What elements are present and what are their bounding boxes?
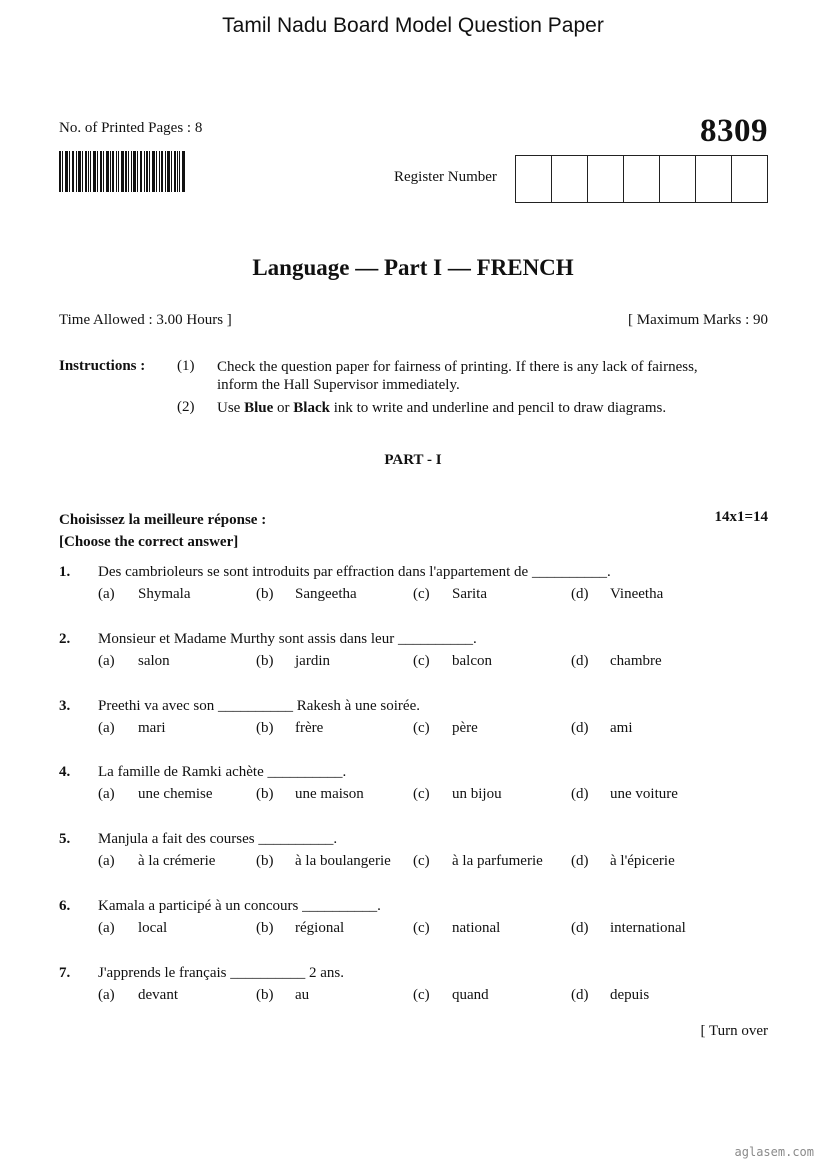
option-text: à la boulangerie (295, 853, 391, 869)
question-text: La famille de Ramki achète __________. (98, 764, 347, 780)
question-text: Kamala a participé à un concours __________. (98, 898, 381, 914)
option-text: Shymala (138, 586, 191, 602)
option-letter: (d) (571, 853, 589, 869)
register-number-boxes (515, 155, 768, 203)
option-text: une voiture (610, 786, 678, 802)
question-number: 3. (59, 698, 71, 714)
option-letter: (d) (571, 720, 589, 736)
option-letter: (a) (98, 987, 115, 1003)
option-letter: (b) (256, 853, 274, 869)
register-digit-box[interactable] (516, 156, 552, 202)
option-text: international (610, 920, 686, 936)
question-text: Preethi va avec son __________ Rakesh à une soirée. (98, 698, 420, 714)
option-letter: (a) (98, 586, 115, 602)
printed-pages-count: No. of Printed Pages : 8 (59, 120, 203, 136)
option-letter: (d) (571, 786, 589, 802)
option-letter: (a) (98, 786, 115, 802)
option-text: une chemise (138, 786, 213, 802)
option-letter: (c) (413, 720, 430, 736)
option-text: ami (610, 720, 633, 736)
option-text: à la crémerie (138, 853, 216, 869)
option-letter: (c) (413, 653, 430, 669)
time-allowed: Time Allowed : 3.00 Hours ] (59, 312, 232, 328)
option-text: père (452, 720, 478, 736)
option-text: jardin (295, 653, 330, 669)
option-letter: (d) (571, 920, 589, 936)
option-text: national (452, 920, 501, 936)
paper-title: Language — Part I — FRENCH (252, 255, 574, 280)
question-number: 6. (59, 898, 71, 914)
option-text: chambre (610, 653, 662, 669)
question-text: Manjula a fait des courses __________. (98, 831, 338, 847)
instructions-label: Instructions : (59, 358, 146, 374)
question-number: 5. (59, 831, 71, 847)
option-letter: (b) (256, 786, 274, 802)
option-letter: (c) (413, 586, 430, 602)
option-text: Sangeetha (295, 586, 357, 602)
paper-code: 8309 (700, 113, 768, 149)
option-text: mari (138, 720, 166, 736)
register-number-label: Register Number (394, 169, 497, 185)
option-text: depuis (610, 987, 650, 1003)
option-text: une maison (295, 786, 364, 802)
option-letter: (d) (571, 987, 589, 1003)
maximum-marks: [ Maximum Marks : 90 (628, 312, 768, 328)
question-text: Monsieur et Madame Murthy sont assis dans leur __________. (98, 631, 477, 647)
question-number: 4. (59, 764, 71, 780)
option-letter: (a) (98, 720, 115, 736)
register-digit-box[interactable] (624, 156, 660, 202)
option-text: Sarita (452, 586, 487, 602)
option-letter: (b) (256, 987, 274, 1003)
option-letter: (c) (413, 786, 430, 802)
question-number: 7. (59, 965, 71, 981)
option-text: salon (138, 653, 170, 669)
part-heading: PART - I (384, 452, 442, 468)
option-text: frère (295, 720, 324, 736)
question-text: Des cambrioleurs se sont introduits par effraction dans l'appartement de __________. (98, 564, 611, 580)
option-letter: (a) (98, 853, 115, 869)
option-text: au (295, 987, 310, 1003)
question-number: 1. (59, 564, 71, 580)
option-text: régional (295, 920, 345, 936)
option-text: à la parfumerie (452, 853, 543, 869)
option-letter: (b) (256, 653, 274, 669)
option-text: un bijou (452, 786, 502, 802)
section-instruction: Choisissez la meilleure réponse : [Choose the correct answer] (59, 512, 267, 550)
page-banner-title: Tamil Nadu Board Model Question Paper (222, 14, 604, 37)
question-text: J'apprends le français __________ 2 ans. (98, 965, 344, 981)
option-letter: (b) (256, 720, 274, 736)
turn-over-note: [ Turn over (700, 1023, 768, 1039)
option-text: balcon (452, 653, 492, 669)
register-digit-box[interactable] (552, 156, 588, 202)
option-text: Vineetha (610, 586, 664, 602)
option-text: devant (138, 987, 178, 1003)
option-letter: (c) (413, 987, 430, 1003)
register-digit-box[interactable] (660, 156, 696, 202)
option-letter: (c) (413, 920, 430, 936)
option-text: quand (452, 987, 489, 1003)
barcode-image (59, 151, 185, 192)
instruction-text: Check the question paper for fairness of printing. If there is any lack of fairness, inform the Hall Supervisor immediately. (217, 359, 698, 393)
option-text: à l'épicerie (610, 853, 675, 869)
register-digit-box[interactable] (696, 156, 732, 202)
option-text: local (138, 920, 168, 936)
instruction-number: (1) (177, 358, 195, 374)
footer-watermark: aglasem.com (734, 1145, 814, 1159)
option-letter: (b) (256, 920, 274, 936)
option-letter: (d) (571, 653, 589, 669)
question-number: 2. (59, 631, 71, 647)
register-digit-box[interactable] (588, 156, 624, 202)
instruction-number: (2) (177, 399, 195, 415)
option-letter: (c) (413, 853, 430, 869)
section-marks: 14x1=14 (714, 509, 768, 525)
option-letter: (d) (571, 586, 589, 602)
option-letter: (a) (98, 920, 115, 936)
instruction-text: Use Blue or Black ink to write and underline and pencil to draw diagrams. (217, 400, 667, 416)
option-letter: (b) (256, 586, 274, 602)
option-letter: (a) (98, 653, 115, 669)
register-digit-box[interactable] (732, 156, 767, 202)
